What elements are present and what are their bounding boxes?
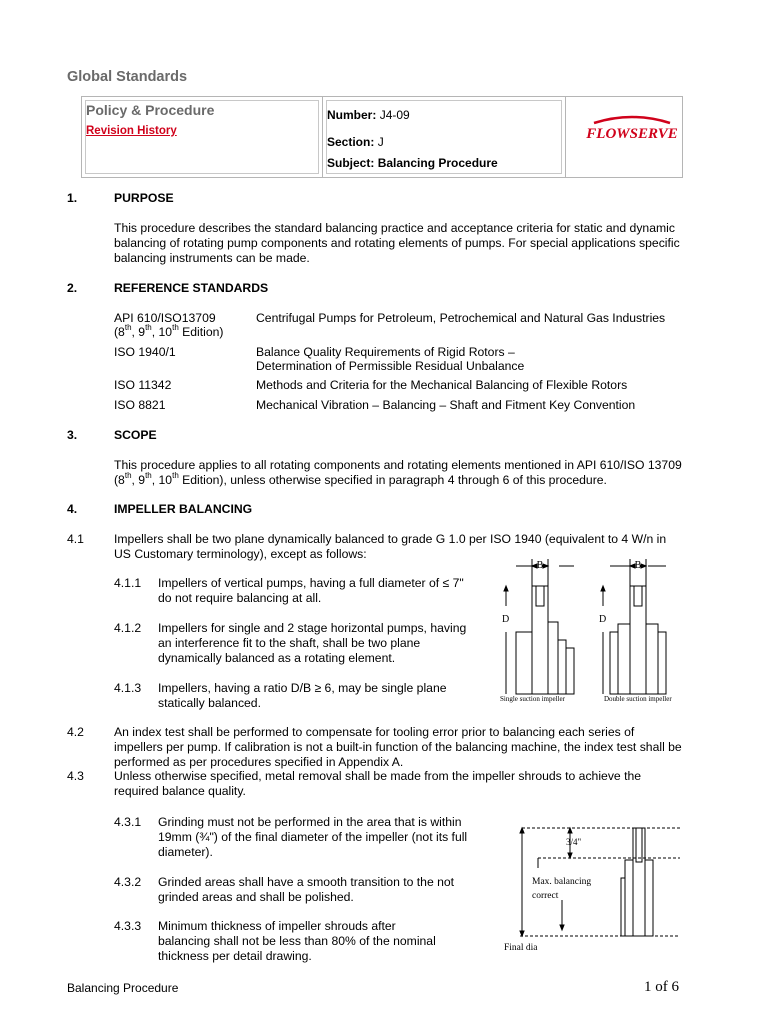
item-4-1-3-text: Impellers, having a ratio D/B ≥ 6, may be single plane statically balanced. bbox=[158, 681, 447, 710]
section-title-scope: SCOPE bbox=[114, 428, 157, 442]
logo-text: FLOWSERVE bbox=[586, 126, 678, 142]
footer-doc-title: Balancing Procedure bbox=[67, 981, 179, 995]
number-value: J4-09 bbox=[379, 108, 410, 122]
document-header-table bbox=[81, 96, 683, 178]
item-4-3-2-text: Grinded areas shall have a smooth transition to the not grinded areas and shall be polished. bbox=[158, 875, 455, 904]
item-number: 4.1 bbox=[67, 532, 84, 546]
item-number: 4.1.3 bbox=[114, 681, 142, 695]
item-number: 4.3.3 bbox=[114, 919, 142, 933]
item-number: 4.3 bbox=[67, 769, 84, 783]
policy-title: Policy & Procedure bbox=[86, 102, 215, 118]
scope-paragraph: This procedure applies to all rotating components and rotating elements mentioned in API 610/ISO 13709 (8th, 9th, 10th Edition), unless otherwise specified in paragraph 4 through 6 of this procedure. bbox=[114, 458, 682, 487]
header-policy-cell bbox=[82, 97, 323, 177]
reference-std-iso1940: ISO 1940/1 bbox=[114, 345, 176, 359]
item-4-3-3-text: Minimum thickness of impeller shrouds after balancing shall not be less than 80% of the nominal thickness per detail drawing. bbox=[158, 919, 436, 963]
section-title-references: REFERENCE STANDARDS bbox=[114, 281, 269, 295]
b-label: B bbox=[536, 560, 544, 571]
item-4-3-text: Unless otherwise specified, metal removal shall be made from the impeller shrouds to achieve the required balance quality. bbox=[114, 769, 642, 798]
d-label: D bbox=[502, 614, 510, 625]
page-number: 1 of 6 bbox=[644, 979, 679, 995]
section-value: J bbox=[377, 135, 384, 149]
b-label: B bbox=[634, 560, 642, 571]
revision-history-link[interactable]: Revision History bbox=[86, 125, 177, 137]
item-4-1-1-text: Impellers of vertical pumps, having a full diameter of ≤ 7" do not require balancing at all. bbox=[158, 576, 464, 605]
reference-std-iso11342: ISO 11342 bbox=[114, 378, 172, 392]
single-suction-caption: Single suction impeller bbox=[500, 695, 565, 703]
final-dia-label: Final dia bbox=[504, 943, 538, 953]
purpose-paragraph: This procedure describes the standard balancing practice and acceptance criteria for static and dynamic balancing of rotating pump components and rotating elements of pumps. For special applications specific balancing instruments can be made. bbox=[114, 221, 680, 265]
section-title-impeller-balancing: IMPELLER BALANCING bbox=[114, 502, 253, 516]
section-line: Section: J bbox=[327, 135, 384, 149]
item-4-1-text: Impellers shall be two plane dynamically balanced to grade G 1.0 per ISO 1940 (equivalent to 4 W/n in US Customary terminology), except as follows: bbox=[114, 532, 667, 561]
item-4-2-text: An index test shall be performed to compensate for tooling error prior to balancing each series of impellers per pump. If calibration is not a built-in function of the balancing machine, the index test shall be performed as per procedures specified in Appendix A. bbox=[114, 725, 682, 769]
section-title-purpose: PURPOSE bbox=[114, 191, 174, 205]
correct-label: correct bbox=[532, 891, 559, 901]
max-balancing-label: Max. balancing bbox=[532, 877, 592, 887]
reference-std-api610: API 610/ISO13709 (8th, 9th, 10th Edition) bbox=[114, 311, 224, 339]
subject-value: Balancing Procedure bbox=[377, 156, 498, 170]
item-number: 4.1.1 bbox=[114, 576, 142, 590]
item-4-3-1-text: Grinding must not be performed in the area that is within 19mm (¾") of the final diameter of the impeller (not its full diameter). bbox=[158, 815, 468, 859]
reference-desc-iso11342: Methods and Criteria for the Mechanical Balancing of Flexible Rotors bbox=[256, 378, 628, 392]
section-number: 4. bbox=[67, 502, 78, 516]
dim-label: 3/4" bbox=[566, 837, 582, 847]
item-number: 4.1.2 bbox=[114, 621, 142, 635]
reference-desc-api610: Centrifugal Pumps for Petroleum, Petrochemical and Natural Gas Industries bbox=[256, 311, 666, 325]
reference-desc-iso1940: Balance Quality Requirements of Rigid Rotors – Determination of Permissible Residual Unbalance bbox=[256, 345, 525, 373]
section-number: 1. bbox=[67, 191, 78, 205]
item-4-1-2-text: Impellers for single and 2 stage horizontal pumps, having an interference fit to the shaft, shall be two plane dynamically balanced as a rotating element. bbox=[158, 621, 467, 665]
double-suction-caption: Double suction impeller bbox=[604, 695, 672, 703]
section-number: 2. bbox=[67, 281, 78, 295]
number-line: Number: J4-09 bbox=[327, 108, 410, 122]
grinding-area-figure bbox=[500, 818, 690, 954]
item-number: 4.3.1 bbox=[114, 815, 142, 829]
item-number: 4.3.2 bbox=[114, 875, 142, 889]
reference-std-iso8821: ISO 8821 bbox=[114, 398, 166, 412]
flowserve-logo bbox=[586, 115, 678, 145]
subject-line: Subject: Balancing Procedure bbox=[327, 156, 498, 170]
section-number: 3. bbox=[67, 428, 78, 442]
header-meta-cell bbox=[323, 97, 566, 177]
d-label: D bbox=[599, 614, 607, 625]
reference-desc-iso8821: Mechanical Vibration – Balancing – Shaft and Fitment Key Convention bbox=[256, 398, 636, 412]
item-number: 4.2 bbox=[67, 725, 84, 739]
impeller-dimension-figure bbox=[490, 556, 690, 708]
org-title: Global Standards bbox=[67, 69, 188, 85]
